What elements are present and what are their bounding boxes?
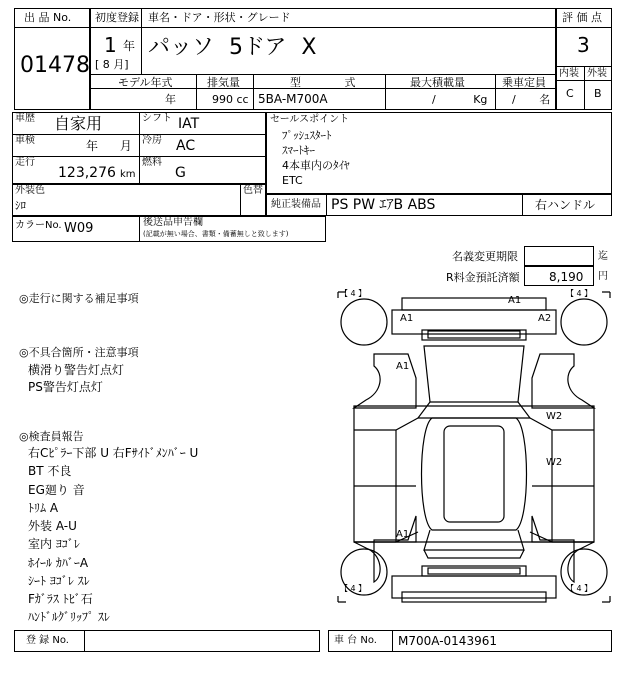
sales-point-2: ｽﾏｰﾄｷｰ xyxy=(282,144,315,157)
tire-label-fr: 【 4 】 xyxy=(566,289,593,298)
inspector-6: 室内 ﾖｺﾞﾚ xyxy=(28,537,80,551)
grade-value: 3 xyxy=(577,33,590,57)
mileage-label: 走行 xyxy=(15,157,35,168)
chassis-label: 車 台 No. xyxy=(334,635,377,646)
name-change-label: 名義変更期限 xyxy=(452,250,518,263)
max-load-value: / Kg xyxy=(432,93,488,106)
inspector-8: ｼｰﾄ ﾖｺﾞﾚ ｽﾚ xyxy=(28,574,90,588)
ac-label: 冷房 xyxy=(142,135,162,146)
lot-number-label: 出 品 No. xyxy=(24,11,72,24)
inspector-5: 外装 A-U xyxy=(28,519,77,533)
car-name: パッソ 5ドア X xyxy=(148,35,317,60)
steering-value: 右ハンドル xyxy=(535,198,596,212)
sales-point-1: ﾌﾟｯｼｭｽﾀｰﾄ xyxy=(282,129,332,142)
capacity-value: / 名 xyxy=(512,93,551,106)
inspector-10: ﾊﾝﾄﾞﾙｸﾞﾘｯﾌﾟ ｽﾚ xyxy=(28,610,110,624)
inspection-label: 車検 xyxy=(15,135,35,146)
tire-front-right xyxy=(561,299,607,345)
car-name-label: 車名・ドア・形状・グレード xyxy=(148,11,291,24)
inspector-9: Fｶﾞﾗｽ ﾄﾋﾞ石 xyxy=(28,592,93,606)
sales-point-3: 4本車内のﾀｲﾔ xyxy=(282,159,350,172)
mark-front-left: A1 xyxy=(400,313,414,324)
shift-label: シフト xyxy=(142,113,172,124)
defects-title: ◎不具合箇所・注意事項 xyxy=(19,346,139,359)
lot-number: 01478 xyxy=(20,53,90,78)
mark-front-bumper: A1 xyxy=(508,295,522,306)
first-reg-label: 初度登録 xyxy=(95,11,139,24)
equipment-value: PS PW ｴｱB ABS xyxy=(331,197,436,213)
registration-label: 登 録 No. xyxy=(26,635,69,646)
max-load-label: 最大積載量 xyxy=(410,76,465,89)
first-reg-year: 1 xyxy=(104,33,117,57)
mark-left-rear: A1 xyxy=(396,529,410,540)
ac-value: AC xyxy=(176,138,196,154)
aftermarket-label: 後送品申告欄 xyxy=(143,217,203,228)
inspector-3: EG廻り 音 xyxy=(28,483,85,497)
sales-point-4: ETC xyxy=(282,174,303,187)
tire-label-rr: 【 4 】 xyxy=(566,584,593,593)
mark-front-right: A2 xyxy=(538,313,552,324)
repaint-label: 色替 xyxy=(243,185,263,196)
chassis-number: M700A-0143961 xyxy=(398,634,497,648)
tire-front-left xyxy=(341,299,387,345)
exterior-label: 外装 xyxy=(587,68,607,79)
color-no-value: W09 xyxy=(64,221,94,236)
recycle-value: 8,190 xyxy=(549,270,584,284)
ext-color-label: 外装色 xyxy=(15,185,45,196)
mark-right-door-front: W2 xyxy=(546,411,563,422)
type-label: 型 式 xyxy=(290,76,356,89)
name-change-unit: 迄 xyxy=(598,251,608,262)
mark-left-fender: A1 xyxy=(396,361,410,372)
defect-1: 横滑り警告灯点灯 xyxy=(28,363,125,377)
mileage-unit: km xyxy=(120,169,136,180)
tire-label-rl: 【 4 】 xyxy=(340,584,367,593)
recycle-unit: 円 xyxy=(598,271,608,282)
driving-notes-title: ◎走行に関する補足事項 xyxy=(19,292,139,305)
first-reg-month: [ 8 月] xyxy=(95,58,129,71)
mileage-value: 123,276 xyxy=(58,165,116,181)
fuel-value: G xyxy=(175,165,186,181)
car-damage-diagram xyxy=(336,288,612,606)
aftermarket-note: (記載が無い場合、書類・備蓄無しと致します) xyxy=(143,230,289,238)
inspector-7: ﾎｲｰﾙ ｶﾊﾞｰA xyxy=(28,556,89,570)
inspector-2: BT 不良 xyxy=(28,464,72,478)
recycle-label: R料金預託済額 xyxy=(446,271,520,284)
mark-right-door-rear: W2 xyxy=(546,457,563,468)
shift-value: IAT xyxy=(178,116,200,132)
type-value: 5BA-M700A xyxy=(258,92,328,106)
ext-color-value: ｼﾛ xyxy=(15,199,26,212)
inspector-1: 右Cﾋﾟﾗｰ下部 U 右Fｻｲﾄﾞﾒﾝﾊﾞｰ U xyxy=(28,446,199,460)
inspector-title: ◎検査員報告 xyxy=(19,430,84,443)
inspector-4: ﾄﾘﾑ A xyxy=(28,501,59,515)
fuel-label: 燃料 xyxy=(142,157,162,168)
sales-points-label: セールスポイント xyxy=(270,114,350,125)
interior-label: 内装 xyxy=(559,68,579,79)
history-label: 車歴 xyxy=(15,113,35,124)
name-change-field xyxy=(524,246,594,266)
displacement-value: 990 cc xyxy=(212,93,249,106)
model-year-unit: 年 xyxy=(165,93,176,106)
color-no-label: カラーNo. xyxy=(15,220,62,231)
tire-label-fl: 【 4 】 xyxy=(340,289,367,298)
model-year-label: モデル年式 xyxy=(118,76,173,89)
inspection-value: 年 月 xyxy=(86,139,132,153)
equipment-label: 純正装備品 xyxy=(271,199,321,210)
displacement-label: 排気量 xyxy=(207,76,240,89)
defect-2: PS警告灯点灯 xyxy=(28,380,103,394)
first-reg-year-unit: 年 xyxy=(123,39,136,53)
exterior-grade: B xyxy=(594,87,602,100)
color-box xyxy=(12,184,266,216)
capacity-label: 乗車定員 xyxy=(502,76,546,89)
history-value: 自家用 xyxy=(54,114,103,133)
interior-grade: C xyxy=(566,87,574,100)
grade-label: 評 価 点 xyxy=(562,11,602,24)
